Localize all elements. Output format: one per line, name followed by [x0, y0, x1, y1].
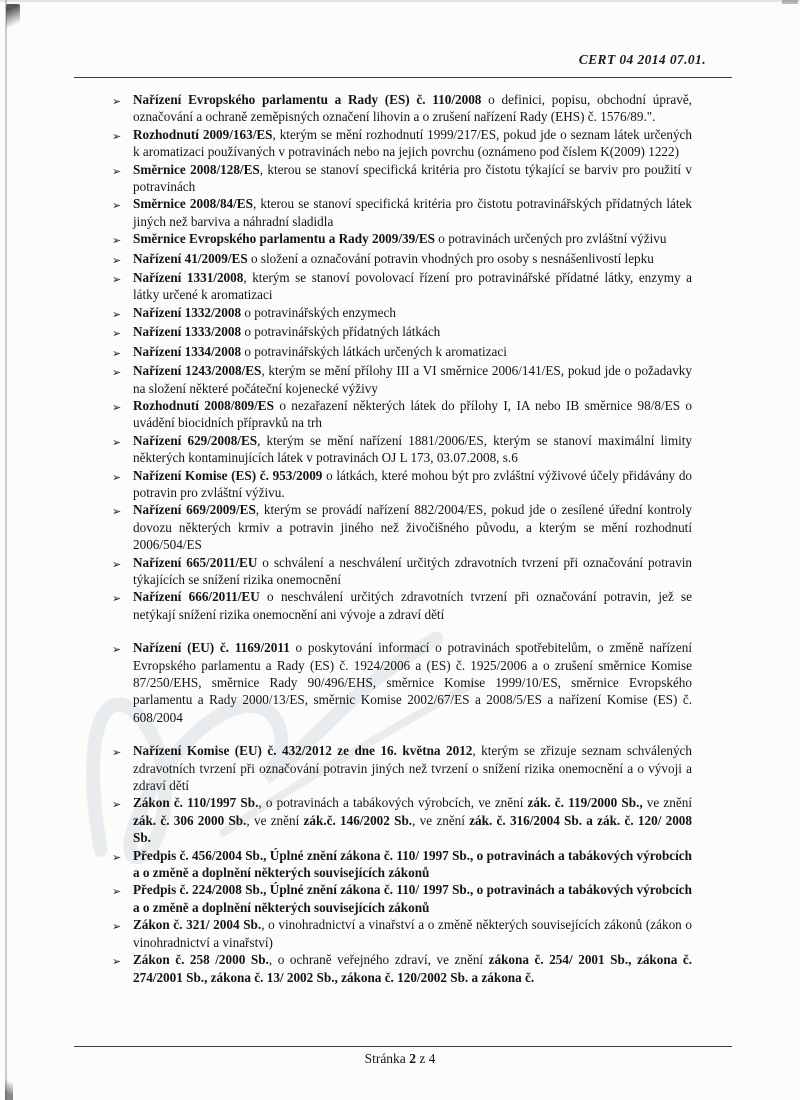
footer-rule	[74, 1046, 732, 1047]
scan-mark-topright	[782, 0, 798, 4]
footer-page-number: 2	[409, 1051, 416, 1066]
list-item	[112, 126, 692, 161]
scan-mark-topleft	[6, 4, 20, 34]
arrow-bullet-icon: ➢	[112, 470, 122, 484]
regulation-list	[112, 91, 692, 986]
arrow-bullet-icon: ➢	[112, 850, 122, 864]
page-footer	[0, 1051, 800, 1067]
list-item	[112, 554, 692, 589]
arrow-bullet-icon: ➢	[112, 164, 122, 178]
list-item-text: Nařízení Komise (EU) č. 432/2012 ze dne 16. května 2012, kterým se zřizuje seznam schválených zdravotních tvrzení při označování potravin jiných než tvrzení o snížení rizika onemocnění a o vývoji a zdraví dětí	[133, 743, 693, 794]
list-item-text: Nařízení Komise (ES) č. 953/2009 o látkách, které mohou být pro zvláštní výživové účely přidávány do potravin pro zvláštní výživu.	[133, 467, 693, 500]
arrow-bullet-icon: ➢	[112, 346, 122, 360]
arrow-bullet-icon: ➢	[112, 95, 122, 108]
arrow-bullet-icon: ➢	[112, 798, 122, 812]
list-item	[112, 501, 692, 553]
scan-mark-bottomleft	[5, 1078, 13, 1100]
arrow-bullet-icon: ➢	[112, 746, 122, 760]
arrow-bullet-icon: ➢	[112, 435, 122, 449]
arrow-bullet-icon: ➢	[112, 885, 122, 899]
arrow-bullet-icon: ➢	[112, 955, 122, 969]
arrow-bullet-icon: ➢	[112, 307, 122, 321]
list-item	[112, 881, 692, 916]
list-item	[112, 397, 692, 432]
arrow-bullet-icon: ➢	[112, 199, 122, 213]
list-item	[112, 161, 692, 196]
list-item	[112, 195, 692, 230]
scan-edge-left	[5, 0, 7, 1100]
list-item	[112, 362, 692, 397]
list-item-text: Předpis č. 224/2008 Sb., Úplné znění zákona č. 110/ 1997 Sb., o potravinách a tabákových výrobcích a o změně a doplnění některých souvisejících zákonů	[133, 882, 692, 915]
list-item	[112, 951, 692, 986]
list-item	[112, 269, 692, 304]
arrow-bullet-icon: ➢	[112, 643, 122, 657]
arrow-bullet-icon: ➢	[112, 273, 122, 287]
arrow-bullet-icon: ➢	[112, 400, 122, 414]
list-item	[112, 794, 692, 846]
footer-suffix: z 4	[415, 1051, 436, 1066]
list-item-text: Nařízení 1332/2008 o potravinářských enzymech	[133, 304, 396, 320]
list-item-text: Předpis č. 456/2004 Sb., Úplné znění zákona č. 110/ 1997 Sb., o potravinách a tabákových výrobcích a o změně a doplnění některých souvisejících zákonů	[133, 847, 692, 881]
list-item-text: Směrnice 2008/128/ES, kterou se stanoví specifická kritéria pro čistotu týkající se barviv pro použití v potravinách	[133, 161, 692, 195]
list-item	[112, 304, 692, 323]
list-item	[112, 916, 692, 951]
list-item	[112, 432, 692, 467]
list-item-text: Nařízení 1334/2008 o potravinářských látkách určených k aromatizaci	[133, 343, 507, 359]
arrow-bullet-icon: ➢	[112, 253, 122, 267]
scan-edge-top	[0, 0, 800, 2]
list-item-text: Nařízení 1331/2008, kterým se stanoví povolovací řízení pro potravinářské přídatné látky, enzymy a látky určené k aromatizaci	[133, 270, 692, 303]
list-item-text: Směrnice 2008/84/ES, kterou se stanoví specifická kritéria pro čistotu potravinářských přídatných látek jiných než barviva a náhradní sladidla	[133, 196, 692, 229]
list-item-text: Nařízení Evropského parlamentu a Rady (ES) č. 110/2008 o definici, popisu, obchodní úpravě, označování a ochraně zeměpisných označení lihovin a o zrušení nařízení Rady (EHS) č. 1576/89.".	[133, 92, 692, 125]
arrow-bullet-icon: ➢	[112, 557, 122, 571]
footer-prefix: Stránka	[364, 1051, 410, 1066]
arrow-bullet-icon: ➢	[112, 234, 122, 248]
list-item	[112, 588, 692, 623]
list-item-text: Směrnice Evropského parlamentu a Rady 2009/39/ES o potravinách určených pro zvláštní výživu	[133, 231, 667, 247]
arrow-bullet-icon: ➢	[112, 327, 122, 341]
list-item-text: Rozhodnutí 2009/163/ES, kterým se mění rozhodnutí 1999/217/ES, pokud jde o seznam látek určených k aromatizaci používaných v potravinách nebo na jejich povrchu (oznámeno pod číslem K(2009) 1222)	[133, 126, 692, 160]
arrow-bullet-icon: ➢	[112, 505, 122, 519]
list-item	[112, 230, 692, 249]
arrow-bullet-icon: ➢	[112, 366, 122, 380]
list-item-text: Nařízení 669/2009/ES, kterým se provádí nařízení 882/2004/ES, pokud jde o zesílené úřední kontroly dovozu některých krmiv a potravin jiného než živočišného původu, a kterým se mění rozhodnutí 2006/504/ES	[133, 502, 692, 553]
list-item-text: Nařízení 666/2011/EU o neschválení určitých zdravotních tvrzení při označování potravin, jež se netýkají snížení rizika onemocnění ani vývoje a zdraví dětí	[133, 589, 692, 622]
arrow-bullet-icon: ➢	[112, 129, 122, 143]
list-item-text: Nařízení 1333/2008 o potravinářských přídatných látkách	[133, 324, 441, 340]
header-rule	[74, 77, 732, 78]
list-item	[112, 639, 692, 726]
list-item	[112, 250, 692, 269]
document-reference: CERT 04 2014 07.01.	[578, 52, 706, 67]
list-item-text: Nařízení 665/2011/EU o schválení a neschválení určitých zdravotních tvrzení při označování potravin týkajících se snížení rizika onemocnění	[133, 554, 692, 587]
arrow-bullet-icon: ➢	[112, 920, 122, 934]
list-item	[112, 467, 692, 502]
list-item-text: Nařízení 629/2008/ES, kterým se mění nařízení 1881/2006/ES, kterým se stanoví maximální limity některých kontaminujících látek v potravinách OJ L 173, 03.07.2008, s.6	[133, 432, 692, 466]
list-item-text: Nařízení 41/2009/ES o složení a označování potravin vhodných pro osoby s nesnášenlivostí lepku	[133, 250, 654, 266]
list-item-text: Zákon č. 110/1997 Sb., o potravinách a tabákových výrobcích, ve znění zák. č. 119/2000 Sb., ve znění zák. č. 306 2000 Sb., ve znění zák.č. 146/2002 Sb., ve znění zák. č. 316/2004 Sb. a zák. č. 120/ 2008 Sb.	[133, 795, 692, 846]
list-item-text: Nařízení 1243/2008/ES, kterým se mění přílohy III a VI směrnice 2006/141/ES, pokud jde o požadavky na složení některé počáteční kojenecké výživy	[133, 363, 692, 396]
list-item	[112, 742, 692, 794]
list-item	[112, 343, 692, 362]
arrow-bullet-icon: ➢	[112, 592, 122, 606]
list-item	[112, 91, 692, 126]
list-item	[112, 847, 692, 882]
list-item-text: Zákon č. 321/ 2004 Sb., o vinohradnictví a vinařství a o změně některých souvisejících zákonů (zákon o vinohradnictví a vinařství)	[133, 917, 693, 950]
list-item	[112, 323, 692, 342]
list-item-text: Zákon č. 258 /2000 Sb., o ochraně veřejného zdraví, ve znění zákona č. 254/ 2001 Sb., zákona č. 274/2001 Sb., zákona č. 13/ 2002 Sb., zákona č. 120/2002 Sb. a zákona č.	[133, 952, 692, 985]
list-item-text: Rozhodnutí 2008/809/ES o nezařazení některých látek do přílohy I, IA nebo IB směrnice 98/8/ES o uvádění biocidních přípravků na trh	[133, 397, 693, 431]
list-item-text: Nařízení (EU) č. 1169/2011 o poskytování informací o potravinách spotřebitelům, o změně nařízení Evropského parlamentu a Rady (ES) č. 1924/2006 a (ES) č. 1925/2006 a o zrušení směrnice Komise 87/250/EHS, směrnice Rady 90/496/EHS, směrnice Komise 1999/10/ES, směrnice Evropského parlamentu a Rady 2000/13/ES, směrnic Komise 2002/67/ES a 2008/5/ES a nařízení Komise (ES) č. 608/2004	[133, 640, 692, 725]
